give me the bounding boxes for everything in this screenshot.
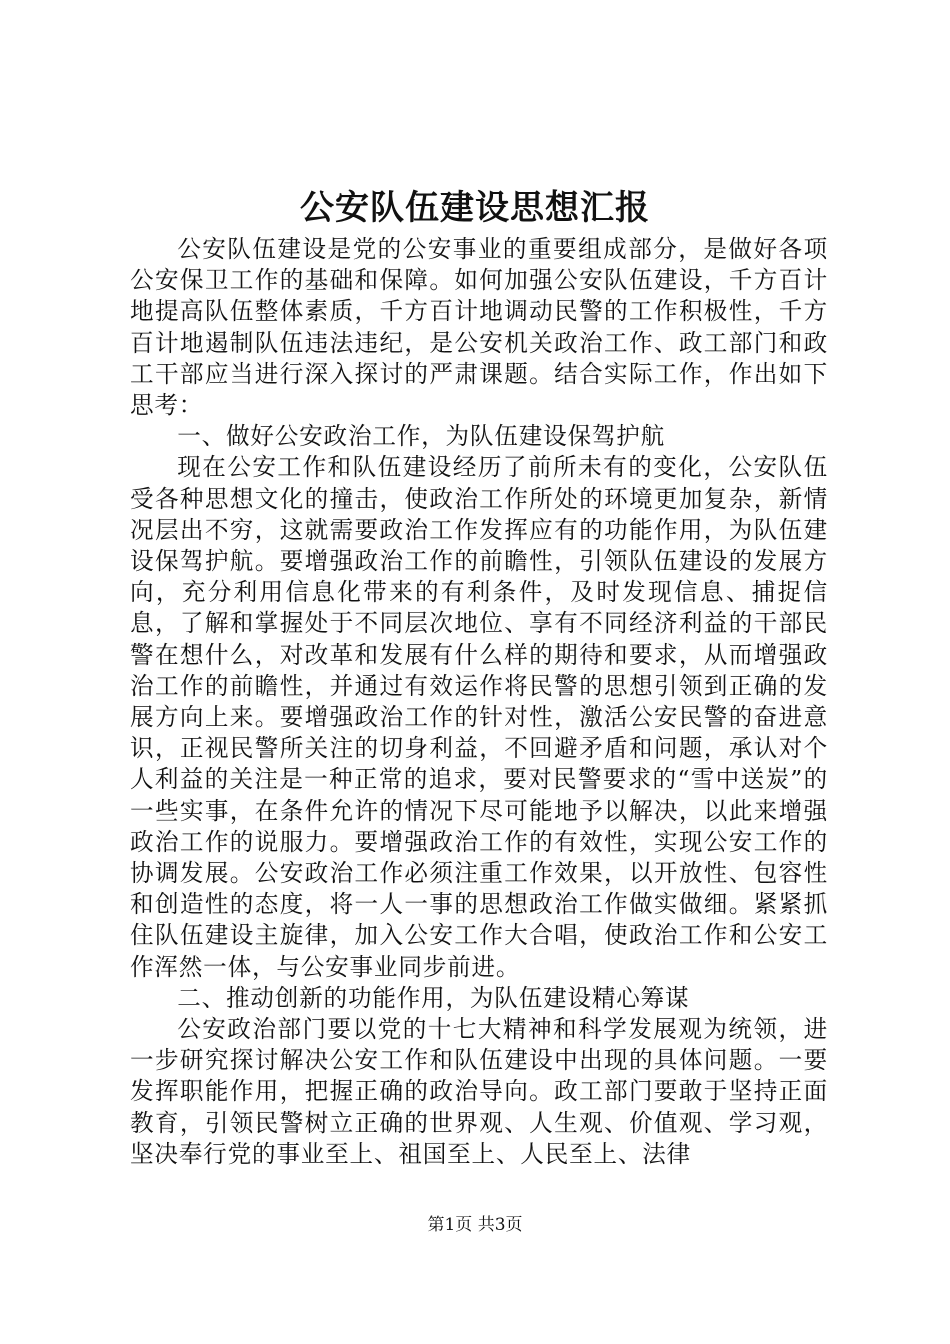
document-body — [130, 234, 828, 1170]
section-heading-1: 一、做好公安政治工作，为队伍建设保驾护航 — [177, 422, 666, 451]
section-heading-2: 二、推动创新的功能作用，为队伍建设精心筹谋 — [177, 983, 690, 1012]
paragraph-intro: 公安队伍建设是党的公安事业的重要组成部分，是做好各项公安保卫工作的基础和保障。如何加强公安队伍建设，千方百计地提高队伍整体素质，千方百计地调动民警的工作积极性，千方百计地遏制队伍违法违纪，是公安机关政治工作、政工部门和政工干部应当进行深入探讨的严肃课题。结合实际工作，作出如下思考： — [130, 235, 828, 420]
paragraph-section-1: 现在公安工作和队伍建设经历了前所未有的变化，公安队伍受各种思想文化的撞击，使政治工作所处的环境更加复杂，新情况层出不穷，这就需要政治工作发挥应有的功能作用，为队伍建设保驾护航。要增强政治工作的前瞻性，引领队伍建设的发展方向，充分利用信息化带来的有利条件，及时发现信息、捕捉信息，了解和掌握处于不同层次地位、享有不同经济利益的干部民警在想什么，对改革和发展有什么样的期待和要求，从而增强政治工作的前瞻性，并通过有效运作将民警的思想引领到正确的发展方向上来。要增强政治工作的针对性，激活公安民警的奋进意识，正视民警所关注的切身利益，不回避矛盾和问题，承认对个人利益的关注是一种正常的追求，要对民警要求的“雪中送炭”的一些实事，在条件允许的情况下尽可能地予以解决，以此来增强政治工作的说服力。要增强政治工作的有效性，实现公安工作的协调发展。公安政治工作必须注重工作效果，以开放性、包容性和创造性的态度，将一人一事的思想政治工作做实做细。紧紧抓住队伍建设主旋律，加入公安工作大合唱，使政治工作和公安工作浑然一体，与公安事业同步前进。 — [130, 453, 828, 981]
page-number-footer: 第1页 共3页 — [427, 1215, 523, 1235]
paragraph-section-2: 公安政治部门要以党的十七大精神和科学发展观为统领，进一步研究探讨解决公安工作和队伍建设中出现的具体问题。一要发挥职能作用，把握正确的政治导向。政工部门要敢于坚持正面教育，引领民警树立正确的世界观、人生观、价值观、学习观，坚决奉行党的事业至上、祖国至上、人民至上、法律 — [130, 1015, 828, 1168]
document-title: 公安队伍建设思想汇报 — [300, 188, 650, 228]
